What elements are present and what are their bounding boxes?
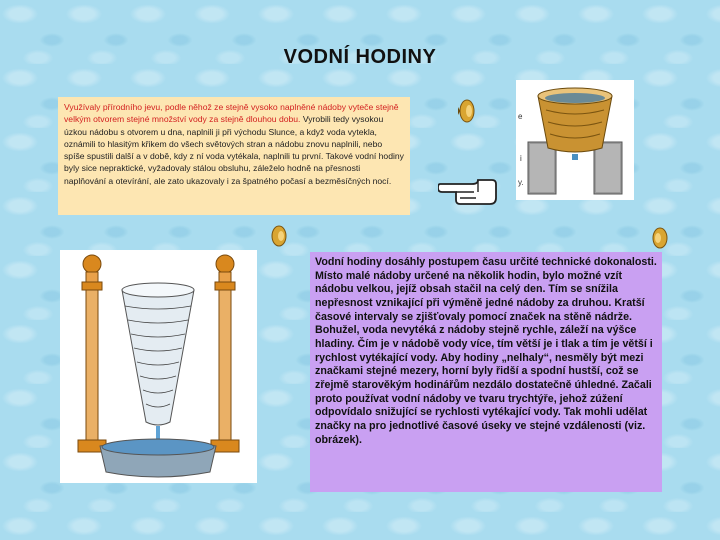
bowl-clepsydra-image xyxy=(516,80,634,200)
text-box-water-principle xyxy=(58,97,410,215)
slide-title: VODNÍ HODINY xyxy=(283,46,437,68)
body-text: Vyrobili tedy vysokou úzkou nádobu s otvorem u dna, naplnili ji při východu Slunce, a když voda vytekla, oznámili to hlasitým křikem do všech světových stran a nádobu znovu naplnili, nebo spíše spustili další a v době, kdy z ní voda vytékala, naplnili tu první. Takové vodní hodiny byly sice nepraktické, vyžadovaly stálou obsluhu, záleželo hodně na přesnosti naplňování a otevírání, ale zato ukazovaly i za špatného počasí a bezměsíčných nocí. xyxy=(64,114,404,186)
cut-text: e xyxy=(518,112,523,121)
text-box-funnel-clock xyxy=(310,252,662,492)
pointing-hand-icon[interactable] xyxy=(438,172,498,206)
speaker-icon[interactable] xyxy=(651,226,669,250)
body-text: Vodní hodiny dosáhly postupem času určité technické dokonalosti. Místo malé nádoby určené na několik hodin, bylo možné vzít nádobu velkou, jejíž obsah stačil na celý den. Tím se snížila nepřesnost vznikající při výměně jedné nádoby za druhou. Kratší časové intervaly se zjišťovaly pomocí značek na stěně nádrže. Bohužel, voda nevytéká z nádoby stejně rychle, záleží na výšce hladiny. Čím je v nádobě vody více, tím větší je i tlak a tím je větší i rychlost vytékající vody. Aby hodiny „nelhaly“, nesměly být mezi značkami stejné mezery, horní byly řidší a spodní hustší, což se zřejmě starověkým hodinářům nezdálo dostatečně úhledné. Začali proto používat vodní nádoby ve tvaru trychtýře, jehož zúžení odpovídalo snižující se rychlosti vytékající vody. Tak mohli udělat značky na pro jednotlivé časové úseky ve stejné vzdálenosti (viz. obrázek). xyxy=(315,256,657,446)
highlight-text: Využívaly přírodního jevu, podle něhož ze stejně vysoko naplněné nádoby vyteče stejně velkým otvorem stejné množství vody za stejně dlouhou dobu. xyxy=(64,102,399,125)
speaker-icon[interactable] xyxy=(458,98,476,124)
cut-text: i xyxy=(520,154,522,163)
funnel-clepsydra-image xyxy=(60,250,257,483)
cut-text: y. xyxy=(518,178,524,187)
speaker-icon[interactable] xyxy=(270,224,288,248)
